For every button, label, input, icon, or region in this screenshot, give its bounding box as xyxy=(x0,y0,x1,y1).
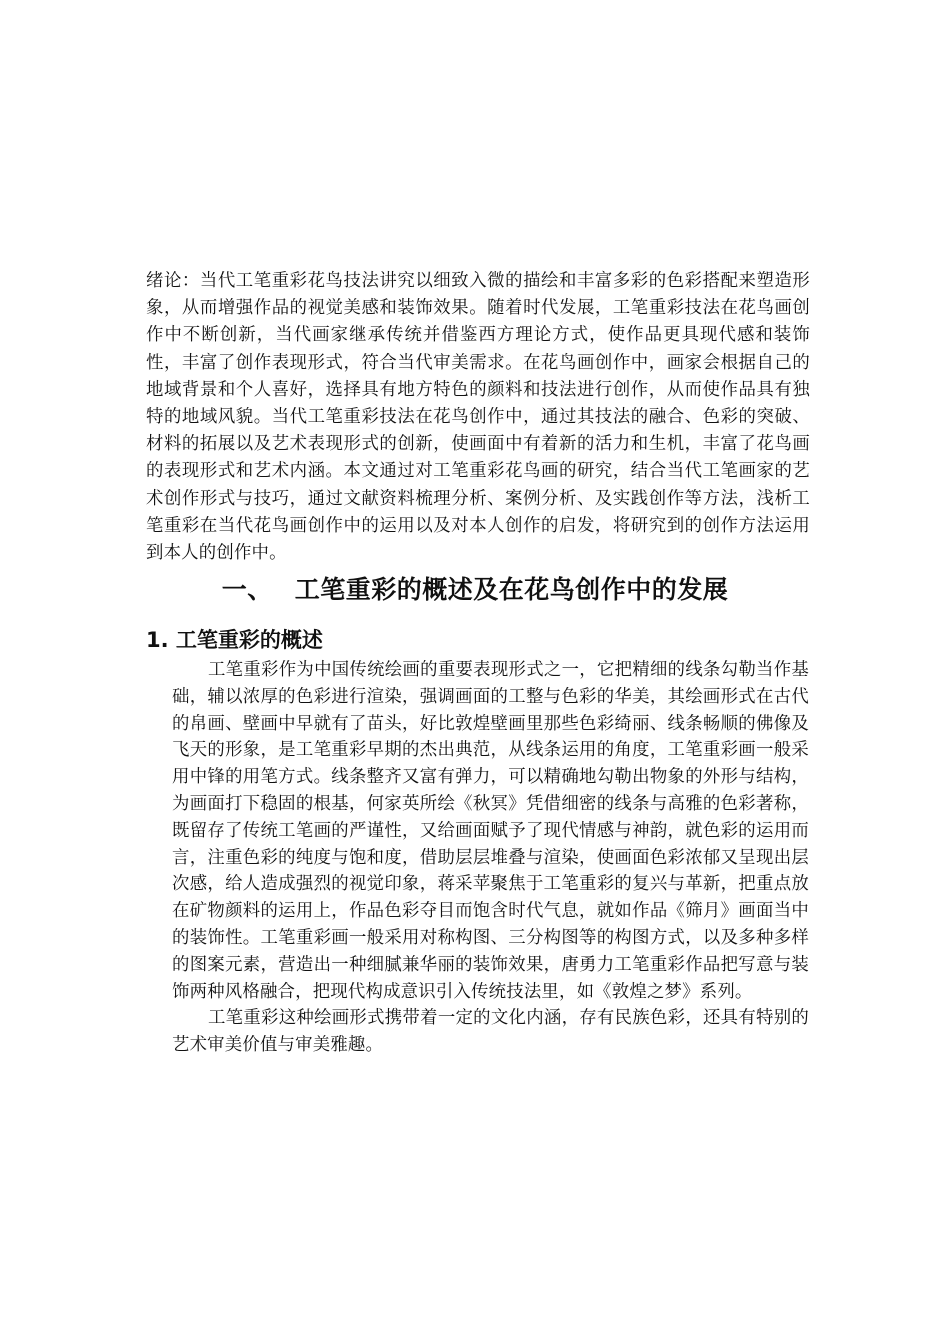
chapter-heading xyxy=(0,570,950,610)
body-paragraph: 工笔重彩作为中国传统绘画的重要表现形式之一，它把精细的线条勾勒当作基础，辅以浓厚的色彩进行渲染，强调画面的工整与色彩的华美，其绘画形式在古代的帛画、壁画中早就有了苗头，好比敦煌壁画里那些色彩绮丽、线条畅顺的佛像及飞天的形象，是工笔重彩早期的杰出典范，从线条运用的角度，工笔重彩画一般采用中锋的用笔方式。线条整齐又富有弹力，可以精确地勾勒出物象的外形与结构，为画面打下稳固的根基，何家英所绘《秋冥》凭借细密的线条与高雅的色彩著称，既留存了传统工笔画的严谨性，又给画面赋予了现代情感与神韵，就色彩的运用而言，注重色彩的纯度与饱和度，借助层层堆叠与渲染，使画面色彩浓郁又呈现出层次感，给人造成强烈的视觉印象，蒋采苹聚焦于工笔重彩的复兴与革新，把重点放在矿物颜料的运用上，作品色彩夺目而饱含时代气息，就如作品《筛月》画面当中的装饰性。工笔重彩画一般采用对称构图、三分构图等的构图方式，以及多种多样的图案元素，营造出一种细腻兼华丽的装饰效果，唐勇力工笔重彩作品把写意与装饰两种风格融合，把现代构成意识引入传统技法里，如《敦煌之梦》系列。 xyxy=(172,660,809,1002)
body-paragraph: 工笔重彩这种绘画形式携带着一定的文化内涵，存有民族色彩，还具有特别的艺术审美价值与审美雅趣。 xyxy=(172,1008,809,1056)
abstract-paragraph: 绪论：当代工笔重彩花鸟技法讲究以细致入微的描绘和丰富多彩的色彩搭配来塑造形象，从而增强作品的视觉美感和装饰效果。随着时代发展，工笔重彩技法在花鸟画创作中不断创新，当代画家继承传统并借鉴西方理论方式，使作品更具现代感和装饰性，丰富了创作表现形式，符合当代审美需求。在花鸟画创作中，画家会根据自己的地域背景和个人喜好，选择具有地方特色的颜料和技法进行创作，从而使作品具有独特的地域风貌。当代工笔重彩技法在花鸟创作中，通过其技法的融合、色彩的突破、材料的拓展以及艺术表现形式的创新，使画面中有着新的活力和生机，丰富了花鸟画的表现形式和艺术内涵。本文通过对工笔重彩花鸟画的研究，结合当代工笔画家的艺术创作形式与技巧，通过文献资料梳理分析、案例分析、及实践创作等方法，浅析工笔重彩在当代花鸟画创作中的运用以及对本人创作的启发，将研究到的创作方法运用到本人的创作中。 xyxy=(146,271,810,564)
chapter-title-text: 工笔重彩的概述及在花鸟创作中的发展 xyxy=(294,575,729,604)
chapter-number: 一、 xyxy=(221,575,273,604)
section-heading: 1. 工笔重彩的概述 xyxy=(146,628,323,652)
section-body xyxy=(172,657,809,1059)
